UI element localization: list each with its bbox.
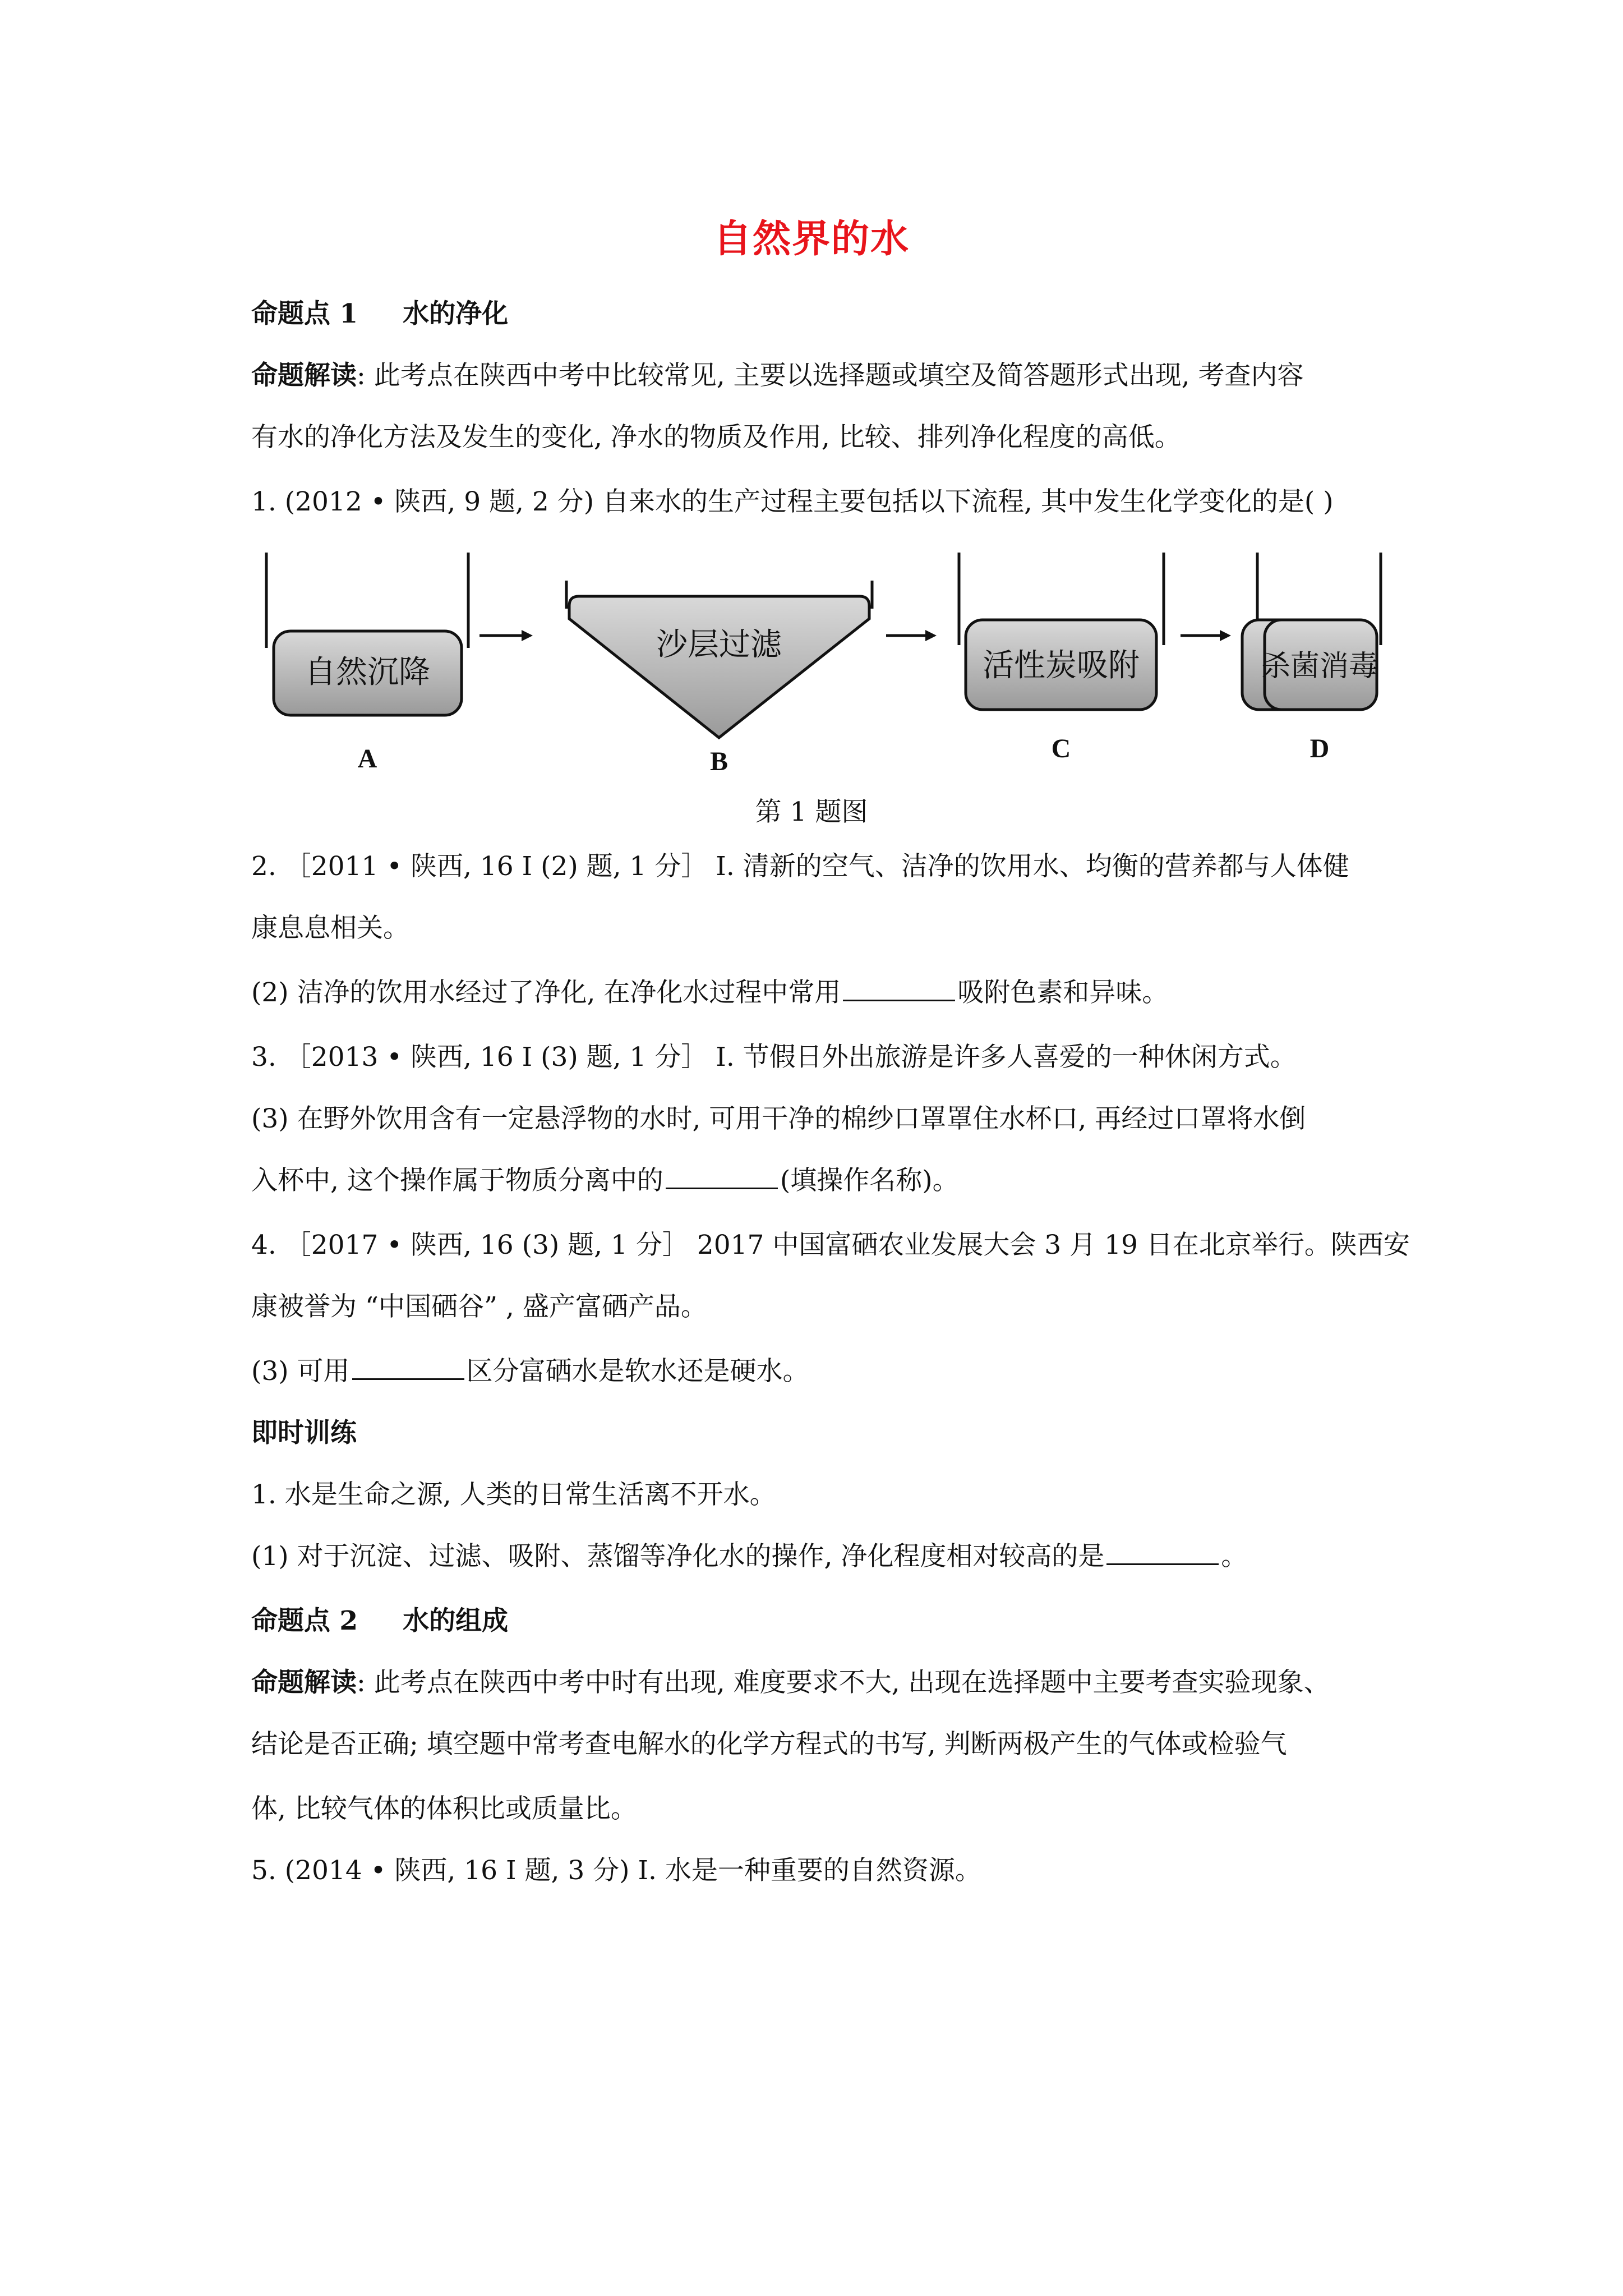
practice-sub: (1) 对于沉淀、过滤、吸附、蒸馏等净化水的操作, 净化程度相对较高的是 。 (251, 1541, 1248, 1572)
tank-d-letter: D (1310, 734, 1330, 763)
tank-b-letter: B (709, 747, 728, 776)
tank-c-letter: C (1051, 734, 1071, 763)
tank-b-label: 沙层过滤 (656, 627, 782, 663)
question-3-line-3: 入杯中, 这个操作属于物质分离中的 (填操作名称)。 (251, 1165, 959, 1196)
water-treatment-diagram (258, 553, 1391, 788)
analysis-2-line-3: 体, 比较气体的体积比或质量比。 (251, 1793, 637, 1824)
question-4-sub: (3) 可用 区分富硒水是软水还是硬水。 (251, 1356, 809, 1387)
section-label: 命题点 1 (251, 298, 358, 329)
section-name: 水的组成 (403, 1605, 509, 1636)
analysis-2-line-1: 命题解读: 此考点在陕西中考中时有出现, 难度要求不大, 出现在选择题中主要考查实验现象、 (251, 1667, 1330, 1698)
arrow-icon (479, 630, 533, 641)
analysis-label: 命题解读 (251, 1667, 357, 1698)
tank-d-label: 杀菌消毒 (1261, 650, 1378, 683)
section-label: 命题点 2 (251, 1605, 358, 1636)
analysis-1-line-1: 命题解读: 此考点在陕西中考中比较常见, 主要以选择题或填空及简答题形式出现, 考查内容 (251, 360, 1304, 391)
answer-blank[interactable] (1106, 1542, 1219, 1565)
tank-a-label: 自然沉降 (305, 654, 430, 691)
question-3-line-1: 3. ［2013 • 陕西, 16 Ⅰ (3) 题, 1 分］ Ⅰ. 节假日外出旅游是许多人喜爱的一种休闲方式。 (251, 1042, 1297, 1073)
answer-blank[interactable] (666, 1166, 778, 1189)
arrow-icon (1181, 630, 1231, 641)
section-name: 水的净化 (403, 298, 509, 329)
figure-caption: 第 1 题图 (755, 797, 868, 827)
question-3-line-2: (3) 在野外饮用含有一定悬浮物的水时, 可用干净的棉纱口罩罩住水杯口, 再经过口罩将水倒 (251, 1103, 1306, 1134)
practice-line-1: 1. 水是生命之源, 人类的日常生活离不开水。 (251, 1479, 776, 1510)
question-2-sub: (2) 洁净的饮用水经过了净化, 在净化水过程中常用 吸附色素和异味。 (251, 977, 1169, 1008)
tank-c-label: 活性炭吸附 (983, 647, 1140, 684)
analysis-label: 命题解读 (251, 360, 357, 391)
answer-blank[interactable] (843, 978, 955, 1001)
tank-c (959, 553, 1164, 763)
analysis-2-line-2: 结论是否正确; 填空题中常考查电解水的化学方程式的书写, 判断两极产生的气体或检验气 (251, 1729, 1287, 1760)
analysis-1-line-2: 有水的净化方法及发生的变化, 净水的物质及作用, 比较、排列净化程度的高低。 (251, 422, 1181, 453)
tank-d (1242, 553, 1381, 763)
question-1: 1. (2012 • 陕西, 9 题, 2 分) 自来水的生产过程主要包括以下流程, 其中发生化学变化的是( ) (251, 486, 1334, 517)
section-heading-2 (251, 1604, 1401, 1638)
question-2-line-2: 康息息相关。 (251, 913, 409, 944)
question-4-line-1: 4. ［2017 • 陕西, 16 (3) 题, 1 分］ 2017 中国富硒农业发展大会 3 月 19 日在北京举行。陕西安 (251, 1230, 1410, 1260)
practice-heading: 即时训练 (251, 1418, 357, 1448)
answer-blank[interactable] (352, 1357, 464, 1380)
question-5: 5. (2014 • 陕西, 16 Ⅰ 题, 3 分) Ⅰ. 水是一种重要的自然资源。 (251, 1855, 981, 1886)
arrow-icon (886, 630, 937, 641)
tank-a (266, 553, 468, 774)
question-4-line-2: 康被誉为 “中国硒谷” , 盛产富硒产品。 (251, 1291, 707, 1322)
tank-a-letter: A (357, 744, 377, 774)
page-title: 自然界的水 (713, 217, 910, 261)
section-heading-1 (251, 297, 1401, 331)
question-2-line-1: 2. ［2011 • 陕西, 16 Ⅰ (2) 题, 1 分］ Ⅰ. 清新的空气、洁净的饮用水、均衡的营养都与人体健 (251, 851, 1349, 882)
tank-b (566, 581, 872, 776)
